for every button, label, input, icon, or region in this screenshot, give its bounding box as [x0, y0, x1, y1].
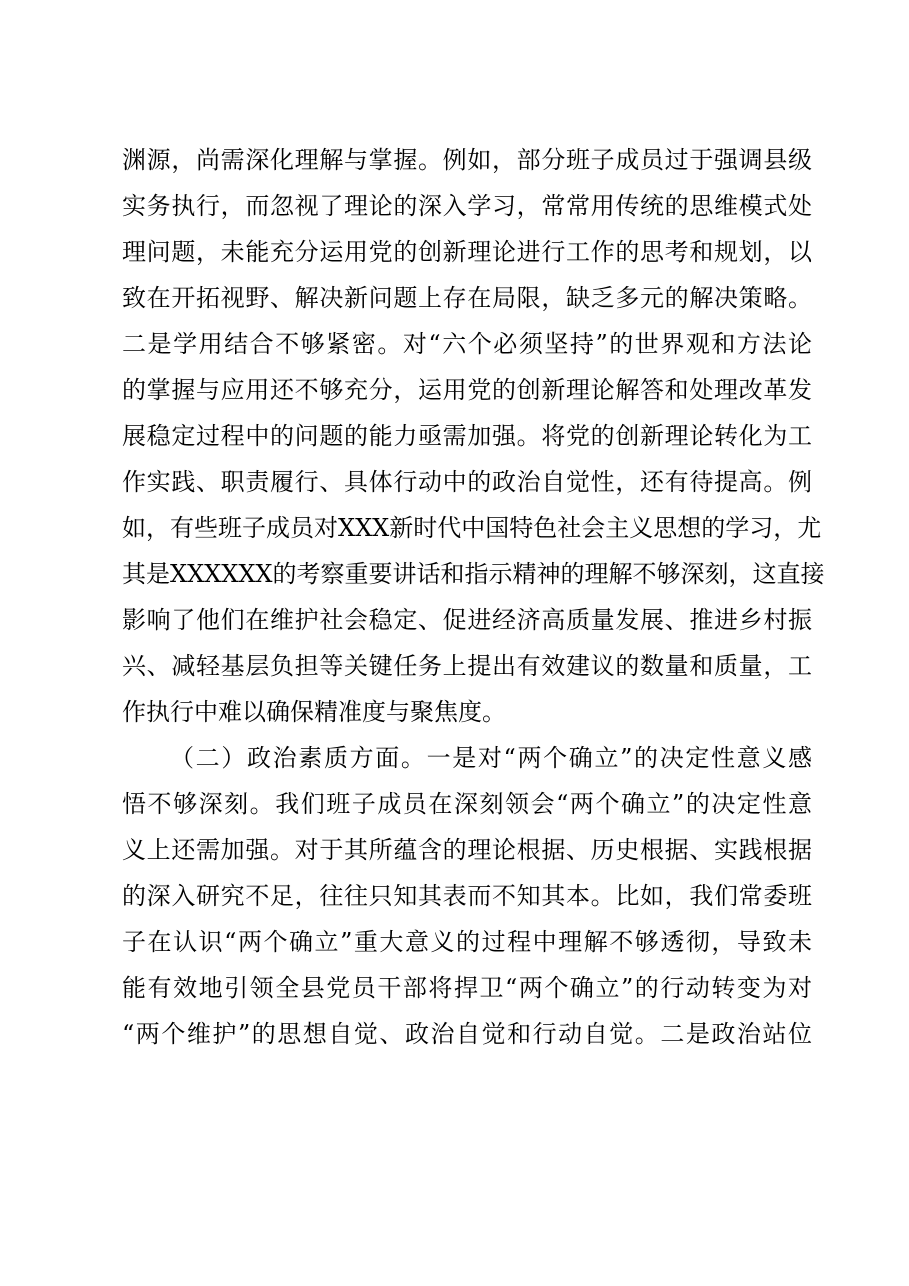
text-line: 的深入研究不足，往往只知其表而不知其本。比如，我们常委班	[122, 882, 812, 910]
text-line: 的掌握与应用还不够充分，运用党的创新理论解答和处理改革发	[122, 376, 812, 404]
body-text	[122, 137, 825, 1057]
text-line: 兴、减轻基层负担等关键任务上提出有效建议的数量和质量，工	[122, 652, 812, 680]
text-line: 理问题，未能充分运用党的创新理论进行工作的思考和规划，以	[122, 238, 812, 266]
text-line: 能有效地引领全县党员干部将捍卫“两个确立”的行动转变为对	[122, 974, 812, 1002]
text-line: “两个维护”的思想自觉、政治自觉和行动自觉。二是政治站位	[122, 1020, 812, 1048]
text-line: 实务执行，而忽视了理论的深入学习，常常用传统的思维模式处	[122, 192, 812, 220]
text-line: 影响了他们在维护社会稳定、促进经济高质量发展、推进乡村振	[122, 606, 812, 634]
text-line: 二是学用结合不够紧密。对“六个必须坚持”的世界观和方法论	[122, 330, 812, 358]
text-line: 展稳定过程中的问题的能力亟需加强。将党的创新理论转化为工	[122, 422, 812, 450]
text-line: 悟不够深刻。我们班子成员在深刻领会“两个确立”的决定性意	[122, 790, 812, 818]
text-line: 其是XXXXXX的考察重要讲话和指示精神的理解不够深刻，这直接	[122, 560, 825, 588]
text-line: 义上还需加强。对于其所蕴含的理论根据、历史根据、实践根据	[122, 836, 812, 864]
text-line: 子在认识“两个确立”重大意义的过程中理解不够透彻，导致未	[122, 928, 812, 956]
text-line: 如，有些班子成员对XXX新时代中国特色社会主义思想的学习，尤	[122, 514, 822, 542]
section-heading-line: （二）政治素质方面。一是对“两个确立”的决定性意义感	[170, 744, 812, 772]
text-line: 作实践、职责履行、具体行动中的政治自觉性，还有待提高。例	[122, 468, 812, 496]
text-line: 渊源，尚需深化理解与掌握。例如，部分班子成员过于强调县级	[122, 146, 812, 174]
text-line-paragraph-end: 作执行中难以确保精准度与聚焦度。	[122, 698, 506, 726]
text-line: 致在开拓视野、解决新问题上存在局限，缺乏多元的解决策略。	[122, 284, 812, 312]
